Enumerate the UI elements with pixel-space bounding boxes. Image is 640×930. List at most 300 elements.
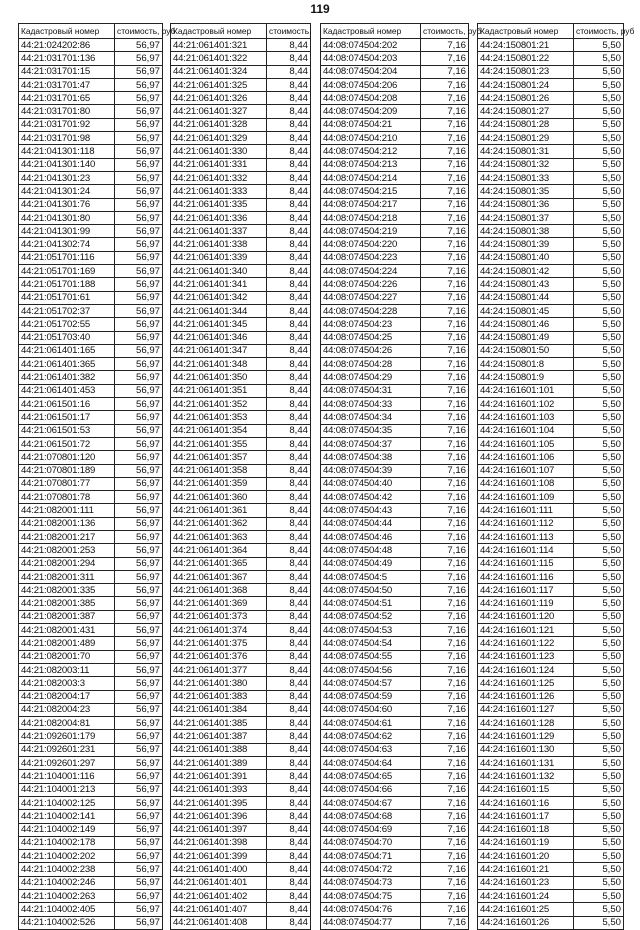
cadastral-number-cell: 44:08:074504:226 [321,278,421,291]
table-row [171,451,311,464]
cost-cell: 56,97 [115,65,163,78]
table-row [171,238,311,251]
table-row [478,118,624,131]
cost-cell: 5,50 [574,916,624,929]
cost-cell: 56,97 [115,783,163,796]
table-row [321,52,469,65]
cadastral-number-cell: 44:21:061401:382 [19,371,115,384]
table-row [171,810,311,823]
table-row [19,171,163,184]
cost-cell: 8,44 [267,517,311,530]
cadastral-number-cell: 44:24:150801:38 [478,225,574,238]
cadastral-number-cell: 44:08:074504:227 [321,291,421,304]
table-row [171,145,311,158]
cadastral-number-cell: 44:21:104001:213 [19,783,115,796]
cadastral-number-cell: 44:21:082004:23 [19,703,115,716]
cadastral-number-cell: 44:21:082001:489 [19,637,115,650]
cadastral-number-cell: 44:08:074504:49 [321,557,421,570]
cost-cell: 5,50 [574,198,624,211]
cadastral-number-cell: 44:24:150801:29 [478,132,574,145]
cadastral-number-cell: 44:24:161601:16 [478,796,574,809]
cadastral-number-cell: 44:08:074504:64 [321,757,421,770]
cost-cell: 7,16 [421,770,469,783]
cadastral-number-cell: 44:08:074504:65 [321,770,421,783]
table-row [171,850,311,863]
cost-cell: 7,16 [421,597,469,610]
cost-cell: 7,16 [421,238,469,251]
cost-cell: 7,16 [421,544,469,557]
cost-cell: 7,16 [421,225,469,238]
cost-cell: 56,97 [115,770,163,783]
table-row [19,703,163,716]
table-row [171,198,311,211]
table-row [171,796,311,809]
cadastral-number-cell: 44:24:150801:9 [478,371,574,384]
table-row [321,916,469,929]
table-row [321,863,469,876]
table-row [19,624,163,637]
cadastral-number-cell: 44:21:041302:74 [19,238,115,251]
table-row [321,398,469,411]
header-cadastral-number: Кадастровый номер [19,24,115,39]
table-row [321,331,469,344]
cadastral-number-cell: 44:21:041301:76 [19,198,115,211]
table-row [478,530,624,543]
cost-cell: 56,97 [115,118,163,131]
cost-cell: 5,50 [574,677,624,690]
cost-cell: 7,16 [421,570,469,583]
cadastral-number-cell: 44:24:161601:129 [478,730,574,743]
cadastral-number-cell: 44:24:161601:107 [478,464,574,477]
table-body [171,39,311,930]
table-row [478,265,624,278]
table-row [171,158,311,171]
cadastral-number-cell: 44:21:041301:118 [19,145,115,158]
cadastral-number-cell: 44:24:161601:120 [478,610,574,623]
cost-cell: 5,50 [574,491,624,504]
cadastral-number-cell: 44:24:150801:40 [478,251,574,264]
cost-cell: 7,16 [421,52,469,65]
table-row [19,185,163,198]
table-row [19,464,163,477]
cadastral-number-cell: 44:24:161601:15 [478,783,574,796]
cost-cell: 7,16 [421,118,469,131]
table-row [171,105,311,118]
table-row [171,265,311,278]
table-row [171,358,311,371]
cost-cell: 5,50 [574,384,624,397]
cadastral-number-cell: 44:21:061401:453 [19,384,115,397]
header-cadastral-number: Кадастровый номер [478,24,574,39]
cadastral-number-cell: 44:08:074504:217 [321,198,421,211]
cost-cell: 56,97 [115,557,163,570]
cadastral-number-cell: 44:21:061401:336 [171,211,267,224]
cost-cell: 7,16 [421,39,469,52]
cost-cell: 5,50 [574,504,624,517]
cadastral-number-cell: 44:08:074504:37 [321,437,421,450]
cadastral-number-cell: 44:21:061401:350 [171,371,267,384]
cost-cell: 8,44 [267,318,311,331]
table-row [478,158,624,171]
table-row [321,318,469,331]
cost-cell: 5,50 [574,663,624,676]
cadastral-number-cell: 44:24:150801:39 [478,238,574,251]
table-row [478,92,624,105]
cost-cell: 7,16 [421,211,469,224]
table-row [478,717,624,730]
cadastral-number-cell: 44:21:031701:92 [19,118,115,131]
cadastral-number-cell: 44:24:150801:32 [478,158,574,171]
cost-cell: 5,50 [574,238,624,251]
cadastral-number-cell: 44:21:070801:77 [19,477,115,490]
cadastral-number-cell: 44:08:074504:204 [321,65,421,78]
cost-cell: 7,16 [421,304,469,317]
cadastral-number-cell: 44:21:061401:402 [171,890,267,903]
table-row [478,145,624,158]
cadastral-number-cell: 44:21:061401:322 [171,52,267,65]
table-row [321,610,469,623]
cost-cell: 5,50 [574,424,624,437]
cadastral-number-cell: 44:24:150801:50 [478,344,574,357]
table-row [171,464,311,477]
cost-cell: 7,16 [421,132,469,145]
cost-cell: 5,50 [574,39,624,52]
cadastral-number-cell: 44:08:074504:29 [321,371,421,384]
cadastral-number-cell: 44:08:074504:43 [321,504,421,517]
cost-cell: 56,97 [115,437,163,450]
cadastral-number-cell: 44:21:061401:387 [171,730,267,743]
cadastral-number-cell: 44:21:051702:37 [19,304,115,317]
cost-cell: 56,97 [115,850,163,863]
table-row [321,770,469,783]
cost-cell: 5,50 [574,517,624,530]
cost-cell: 8,44 [267,211,311,224]
cadastral-number-cell: 44:08:074504:52 [321,610,421,623]
table-row [478,198,624,211]
table-row [321,570,469,583]
cadastral-number-cell: 44:08:074504:77 [321,916,421,929]
table-row [171,903,311,916]
cadastral-number-cell: 44:21:061401:389 [171,757,267,770]
cost-cell: 7,16 [421,517,469,530]
table-row [171,225,311,238]
cadastral-number-cell: 44:24:161601:125 [478,677,574,690]
cost-cell: 56,97 [115,730,163,743]
cadastral-number-cell: 44:24:161601:26 [478,916,574,929]
cost-cell: 56,97 [115,530,163,543]
cadastral-number-cell: 44:24:161601:101 [478,384,574,397]
cadastral-number-cell: 44:24:150801:44 [478,291,574,304]
cadastral-number-cell: 44:08:074504:202 [321,39,421,52]
cost-cell: 5,50 [574,876,624,889]
cost-cell: 8,44 [267,757,311,770]
cost-cell: 56,97 [115,597,163,610]
table-header-row [478,24,624,39]
cadastral-number-cell: 44:08:074504:34 [321,411,421,424]
table-row [19,584,163,597]
cost-cell: 7,16 [421,371,469,384]
table-row [478,743,624,756]
table-row [171,783,311,796]
cost-cell: 7,16 [421,278,469,291]
cost-cell: 7,16 [421,890,469,903]
cost-cell: 5,50 [574,637,624,650]
table-row [19,358,163,371]
table-row [171,637,311,650]
cadastral-number-cell: 44:21:061401:330 [171,145,267,158]
cost-cell: 7,16 [421,291,469,304]
cost-cell: 5,50 [574,451,624,464]
table-row [321,265,469,278]
cadastral-number-cell: 44:21:104002:178 [19,836,115,849]
table-row [171,663,311,676]
cadastral-number-cell: 44:21:061401:341 [171,278,267,291]
table-row [171,384,311,397]
cadastral-number-cell: 44:24:161601:23 [478,876,574,889]
cadastral-number-cell: 44:08:074504:75 [321,890,421,903]
cost-cell: 5,50 [574,358,624,371]
header-cost: стоимость, руб [421,24,469,39]
cost-cell: 8,44 [267,916,311,929]
table-row [19,677,163,690]
table-row [171,278,311,291]
table-row [321,690,469,703]
table-row [171,770,311,783]
table-row [478,863,624,876]
cost-cell: 56,97 [115,570,163,583]
cadastral-number-cell: 44:24:150801:45 [478,304,574,317]
cost-cell: 7,16 [421,318,469,331]
cadastral-number-cell: 44:24:150801:49 [478,331,574,344]
cost-cell: 5,50 [574,850,624,863]
table-row [321,836,469,849]
cost-cell: 8,44 [267,863,311,876]
cadastral-number-cell: 44:08:074504:213 [321,158,421,171]
cost-cell: 56,97 [115,171,163,184]
table-row [171,304,311,317]
table-row [19,411,163,424]
cadastral-number-cell: 44:21:031701:47 [19,78,115,91]
cadastral-number-cell: 44:21:061401:388 [171,743,267,756]
table-row [321,371,469,384]
cost-cell: 7,16 [421,850,469,863]
cadastral-number-cell: 44:24:150801:42 [478,265,574,278]
cadastral-number-cell: 44:21:061401:357 [171,451,267,464]
cost-cell: 56,97 [115,743,163,756]
cadastral-number-cell: 44:24:150801:31 [478,145,574,158]
cadastral-number-cell: 44:24:161601:119 [478,597,574,610]
cadastral-number-cell: 44:21:061401:391 [171,770,267,783]
table-row [171,544,311,557]
cost-cell: 56,97 [115,211,163,224]
cost-cell: 56,97 [115,836,163,849]
cost-cell: 8,44 [267,424,311,437]
cadastral-number-cell: 44:21:104002:141 [19,810,115,823]
cadastral-number-cell: 44:24:161601:20 [478,850,574,863]
table-row [478,477,624,490]
cost-cell: 8,44 [267,544,311,557]
table-row [19,637,163,650]
cost-cell: 8,44 [267,78,311,91]
table-row [321,225,469,238]
cadastral-number-cell: 44:21:082001:311 [19,570,115,583]
table-row [171,504,311,517]
cost-cell: 5,50 [574,730,624,743]
header-cost: стоимость, руб [574,24,624,39]
table-row [478,39,624,52]
table-row [321,358,469,371]
cadastral-number-cell: 44:21:070801:120 [19,451,115,464]
cost-cell: 5,50 [574,65,624,78]
cost-cell: 7,16 [421,265,469,278]
table-row [19,384,163,397]
table-row [171,437,311,450]
table-row [321,384,469,397]
cadastral-number-cell: 44:21:061401:165 [19,344,115,357]
table-row [19,238,163,251]
cadastral-number-cell: 44:08:074504:215 [321,185,421,198]
cadastral-number-cell: 44:08:074504:212 [321,145,421,158]
cost-cell: 8,44 [267,530,311,543]
cost-cell: 7,16 [421,158,469,171]
table-row [19,424,163,437]
cost-cell: 56,97 [115,225,163,238]
table-row [321,584,469,597]
table-row [171,624,311,637]
cadastral-number-cell: 44:21:041301:24 [19,185,115,198]
table-row [19,610,163,623]
cadastral-number-cell: 44:21:061401:338 [171,238,267,251]
table-row [19,903,163,916]
cadastral-number-cell: 44:24:161601:132 [478,770,574,783]
table-row [19,557,163,570]
table-row [321,185,469,198]
cost-cell: 7,16 [421,757,469,770]
cost-cell: 7,16 [421,464,469,477]
table-row [321,411,469,424]
table-row [478,411,624,424]
cost-cell: 8,44 [267,730,311,743]
cost-cell: 5,50 [574,52,624,65]
cadastral-number-cell: 44:08:074504:53 [321,624,421,637]
table-body [19,39,163,930]
cost-cell: 7,16 [421,863,469,876]
table-row [321,677,469,690]
cost-cell: 56,97 [115,398,163,411]
cost-cell: 56,97 [115,477,163,490]
cost-cell: 56,97 [115,344,163,357]
cadastral-number-cell: 44:21:061401:377 [171,663,267,676]
cost-cell: 56,97 [115,757,163,770]
header-cadastral-number: Кадастровый номер [171,24,267,39]
cadastral-number-cell: 44:21:082001:70 [19,650,115,663]
cost-cell: 56,97 [115,650,163,663]
cadastral-number-cell: 44:08:074504:26 [321,344,421,357]
cost-cell: 8,44 [267,491,311,504]
header-cadastral-number: Кадастровый номер [321,24,421,39]
table-row [19,225,163,238]
cost-cell: 5,50 [574,477,624,490]
cost-cell: 7,16 [421,145,469,158]
cost-cell: 7,16 [421,491,469,504]
cost-cell: 8,44 [267,690,311,703]
table-row [171,703,311,716]
table-row [171,584,311,597]
cost-cell: 5,50 [574,836,624,849]
table-row [171,570,311,583]
cadastral-number-cell: 44:08:074504:210 [321,132,421,145]
cost-cell: 7,16 [421,504,469,517]
cost-cell: 56,97 [115,637,163,650]
table-row [478,225,624,238]
cadastral-number-cell: 44:21:061401:400 [171,863,267,876]
cost-cell: 56,97 [115,717,163,730]
cadastral-number-cell: 44:08:074504:51 [321,597,421,610]
cadastral-number-cell: 44:21:061401:352 [171,398,267,411]
cost-cell: 56,97 [115,318,163,331]
table-row [19,544,163,557]
cadastral-number-cell: 44:21:061401:354 [171,424,267,437]
table-row [478,52,624,65]
cadastral-number-cell: 44:21:082001:253 [19,544,115,557]
cost-cell: 8,44 [267,810,311,823]
cost-cell: 8,44 [267,278,311,291]
cadastral-number-cell: 44:08:074504:206 [321,78,421,91]
table-row [19,770,163,783]
cadastral-number-cell: 44:21:031701:136 [19,52,115,65]
cost-cell: 5,50 [574,411,624,424]
cost-cell: 8,44 [267,198,311,211]
cadastral-number-cell: 44:21:061401:342 [171,291,267,304]
cadastral-number-cell: 44:21:061501:16 [19,398,115,411]
cadastral-number-cell: 44:24:161601:102 [478,398,574,411]
cadastral-number-cell: 44:24:161601:108 [478,477,574,490]
cadastral-number-cell: 44:24:150801:28 [478,118,574,131]
cadastral-number-cell: 44:21:061401:345 [171,318,267,331]
cost-cell: 8,44 [267,437,311,450]
cost-cell: 5,50 [574,544,624,557]
table-row [478,663,624,676]
table-row [19,132,163,145]
cadastral-number-cell: 44:21:061401:399 [171,850,267,863]
cost-cell: 8,44 [267,504,311,517]
cadastral-number-cell: 44:08:074504:68 [321,810,421,823]
table-row [321,451,469,464]
cadastral-number-cell: 44:21:061401:344 [171,304,267,317]
table-row [321,876,469,889]
table-row [321,783,469,796]
cadastral-number-cell: 44:24:161601:19 [478,836,574,849]
cadastral-number-cell: 44:21:061401:351 [171,384,267,397]
table-row [321,171,469,184]
cadastral-number-cell: 44:21:061401:329 [171,132,267,145]
cadastral-number-cell: 44:24:161601:115 [478,557,574,570]
table-row [321,145,469,158]
table-row [321,743,469,756]
table-row [171,717,311,730]
cadastral-number-cell: 44:21:104002:202 [19,850,115,863]
cost-cell: 8,44 [267,597,311,610]
table-row [321,903,469,916]
cadastral-number-cell: 44:21:061501:17 [19,411,115,424]
table-row [478,185,624,198]
table-row [321,65,469,78]
table-row [171,251,311,264]
cost-cell: 7,16 [421,411,469,424]
cadastral-number-cell: 44:21:061401:364 [171,544,267,557]
cadastral-number-cell: 44:21:061401:384 [171,703,267,716]
table-row [171,730,311,743]
